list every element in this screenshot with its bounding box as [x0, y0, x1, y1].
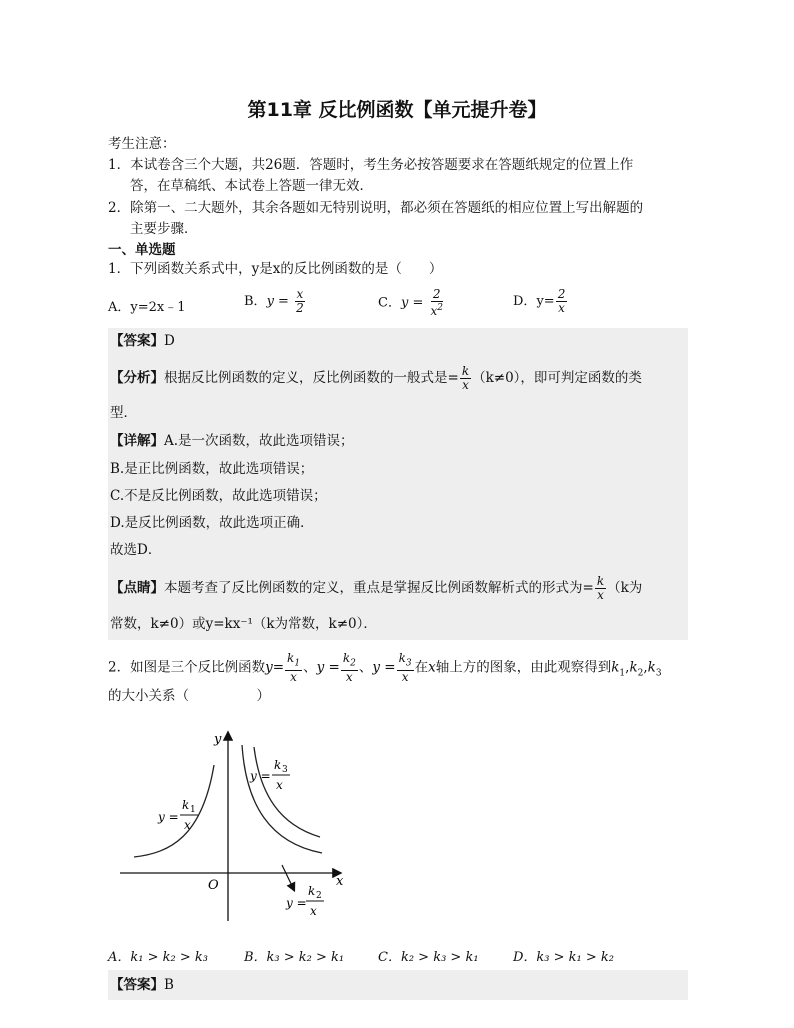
k3-sub: 3 [282, 765, 288, 775]
fraction: $\frac{x}{2}$ [296, 287, 304, 315]
fraction: $\frac{k}{x}$ [461, 364, 470, 392]
fraction: $\frac{k_3}{x}$ [398, 651, 412, 685]
notice-item2-line1: 2．除第一、二大题外，其余各题如无特别说明，都必须在答题纸的相应位置上写出解题的 [108, 200, 644, 216]
q1-option-c-label: C． [378, 295, 401, 311]
k2-pointer-arrow [282, 865, 294, 890]
q1-detail [110, 431, 354, 451]
q1-comment: 【点睛】本题考查了反比例函数的定义，重点是掌握反比例函数解析式的形式为= $\frac{k}{x}$ （k为 [110, 574, 643, 602]
q2-stem: 2．如图是三个反比例函数y= $\frac{k_1}{x}$ 、y = $\frac{k_2}{x}$ 、y = $\frac{k_3}{x}$ 在x轴上方的图象，由此观察得到$k_1,k_2,k_3$ [108, 651, 662, 685]
answer-value: B [164, 977, 174, 993]
k1-sub: 1 [190, 805, 196, 815]
k1-den: x [184, 818, 191, 832]
q2-stem-pre: 2．如图是三个反比例函数 [108, 659, 266, 676]
fraction: $\frac{2}{x}$ [557, 287, 566, 315]
k2-num: k [308, 884, 316, 898]
notice-item2-line2: 主要步骤． [130, 221, 198, 237]
q1-option-d-label: D． [513, 294, 537, 309]
fraction: $\frac{k}{x}$ [596, 574, 605, 602]
q1-answer [110, 331, 175, 351]
x-axis-label: x [336, 874, 344, 889]
y-axis-label: y [214, 732, 222, 747]
q1-stem: 1．下列函数关系式中，y是x的反比例函数的是（ ） [108, 261, 443, 277]
fraction: $\frac{k_1}{x}$ [287, 651, 301, 685]
q2-option-a: A．k₁ > k₂ > k₃ [108, 950, 208, 965]
q1-detail-c: C.不是反比例函数，故此选项错误； [110, 488, 327, 504]
detail-tag: 【详解】 [110, 433, 164, 449]
q1-option-a: A．y=2x﹣1 [108, 300, 186, 315]
analysis-text-post: （k≠0），即可判定函数的类 [472, 370, 642, 386]
curve-k3 [242, 745, 322, 853]
k3-num: k [274, 758, 282, 772]
page-title: 第11章 反比例函数【单元提升卷】 [247, 99, 547, 121]
comment-tag: 【点睛】 [110, 580, 164, 596]
q2-option-b: B．k₃ > k₂ > k₁ [244, 950, 345, 965]
fraction: $\frac{2}{x^2}$ [430, 287, 443, 318]
answer-tag: 【答案】 [110, 977, 164, 993]
q2-answer [110, 975, 174, 995]
q2-stem-line2: 的大小关系（ ） [108, 688, 270, 704]
k1-eq-prefix: y = [158, 810, 179, 824]
fraction: $\frac{k_2}{x}$ [342, 651, 356, 685]
comment-text: 本题考查了反比例函数的定义，重点是掌握反比例函数解析式的形式为 [164, 580, 583, 596]
notice-item1-line1: 1．本试卷含三个大题，共26题．答题时，考生务必按答题要求在答题纸规定的位置上作 [108, 157, 634, 173]
k2-sub: 2 [316, 891, 322, 901]
detail-a: A.是一次函数，故此选项错误； [164, 433, 354, 449]
comment-text-post: （k为 [607, 580, 643, 596]
notice-item1-line2: 答，在草稿纸、本试卷上答题一律无效． [130, 178, 373, 194]
k2-eq-prefix: y = [286, 896, 307, 910]
answer-value: D [164, 333, 175, 349]
q1-comment-line2: 常数，k≠0）或y=kx⁻¹（k为常数，k≠0）． [110, 616, 377, 632]
inverse-function-graph [110, 725, 360, 930]
q2-stem-mid: 在 [414, 659, 429, 676]
answer-tag: 【答案】 [110, 333, 164, 349]
analysis-text: 根据反比例函数的定义，反比例函数的一般式是 [164, 370, 448, 386]
q2-option-c: C．k₂ > k₃ > k₁ [378, 950, 479, 965]
q1-option-b: B．y = $\frac{x}{2}$ [244, 287, 304, 315]
q1-option-c: C．y = $\frac{2}{x^2}$ [378, 287, 443, 318]
q1-option-d: D．y= $\frac{2}{x}$ [513, 287, 566, 315]
q1-detail-b: B.是正比例函数，故此选项错误； [110, 461, 314, 477]
k3-eq-prefix: y = [250, 769, 271, 783]
k1-num: k [182, 798, 190, 812]
k3-den: x [276, 778, 283, 792]
q2-option-d: D．k₃ > k₁ > k₂ [513, 950, 615, 965]
section-heading: 一、单选题 [108, 242, 176, 258]
q1-analysis-line2: 型． [110, 405, 137, 421]
q1-analysis: 【分析】根据反比例函数的定义，反比例函数的一般式是= $\frac{k}{x}$ （k≠0），即可判定函数的类 [110, 364, 642, 392]
origin-label: O [208, 878, 219, 893]
analysis-tag: 【分析】 [110, 370, 164, 386]
q1-detail-d: D.是反比例函数，故此选项正确． [110, 515, 314, 531]
q2-stem-post: 轴上方的图象，由此观察得到 [435, 659, 612, 676]
q1-option-b-label: B． [244, 294, 267, 309]
curve-k2 [254, 747, 320, 837]
k2-den: x [310, 904, 317, 918]
q2-answer-block [108, 970, 688, 1000]
q1-choose: 故选D． [110, 542, 162, 558]
notice-heading: 考生注意： [108, 136, 176, 152]
